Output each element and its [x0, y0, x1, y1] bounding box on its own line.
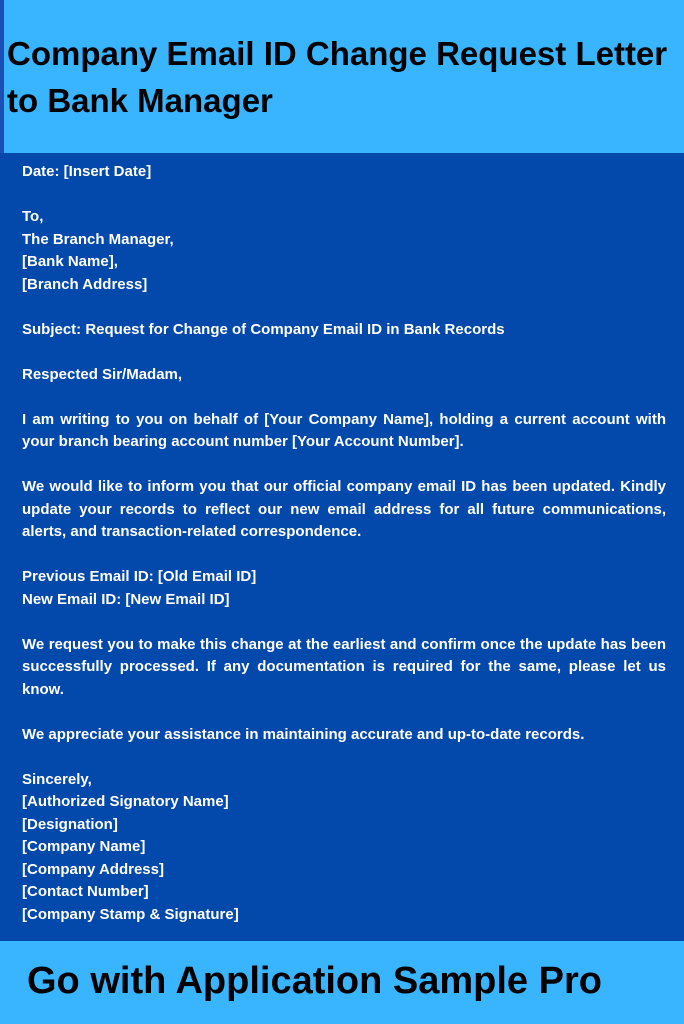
letter-paragraph-1: I am writing to you on behalf of [Your Company Name], holding a current account with your branch bearing account number [Your Account Number].	[22, 410, 666, 450]
letter-previous-email: Previous Email ID: [Old Email ID]	[22, 568, 257, 585]
spacer	[22, 454, 666, 477]
spacer	[22, 701, 666, 724]
letter-paragraph-4: We appreciate your assistance in maintaining accurate and up-to-date records.	[22, 725, 585, 743]
letter-body	[0, 153, 684, 941]
spacer	[22, 184, 666, 207]
letter-paragraph-2: We would like to inform you that our official company email ID has been updated. Kindly update your records to reflect our new email address for all future communications, alerts, and transaction-related correspondence.	[22, 478, 666, 540]
spacer	[22, 544, 666, 567]
signature-line: [Designation]	[22, 815, 118, 833]
letter-closing: Sincerely,	[22, 770, 92, 788]
letter-new-email: New Email ID: [New Email ID]	[22, 590, 230, 608]
letter-paragraph-3: We request you to make this change at the earliest and confirm once the update has been successfully processed. If any documentation is required for the same, please let us know.	[22, 635, 666, 698]
letter-bank-name: [Bank Name],	[22, 253, 118, 270]
letter-salutation: Respected Sir/Madam,	[22, 365, 183, 383]
header-banner	[0, 0, 684, 153]
signature-line: [Company Name]	[22, 838, 146, 855]
page-title: Company Email ID Change Request Letter to Bank Manager	[7, 35, 668, 119]
signature-line: [Company Stamp & Signature]	[22, 905, 239, 923]
letter-recipient: The Branch Manager,	[22, 230, 174, 248]
spacer	[22, 296, 666, 319]
spacer	[22, 611, 666, 634]
spacer	[22, 386, 666, 409]
spacer	[22, 341, 666, 364]
signature-line: [Company Address]	[22, 860, 164, 878]
letter-date: Date: [Insert Date]	[22, 163, 152, 180]
footer-brand-text: Go with Application Sample Pro	[27, 960, 602, 1002]
signature-line: [Contact Number]	[22, 883, 149, 900]
letter-to: To,	[22, 208, 44, 225]
footer-banner	[0, 941, 684, 1024]
spacer	[22, 746, 666, 769]
letter-branch-address: [Branch Address]	[22, 275, 148, 293]
signature-line: [Authorized Signatory Name]	[22, 793, 229, 810]
letter-subject: Subject: Request for Change of Company Email ID in Bank Records	[22, 320, 505, 338]
